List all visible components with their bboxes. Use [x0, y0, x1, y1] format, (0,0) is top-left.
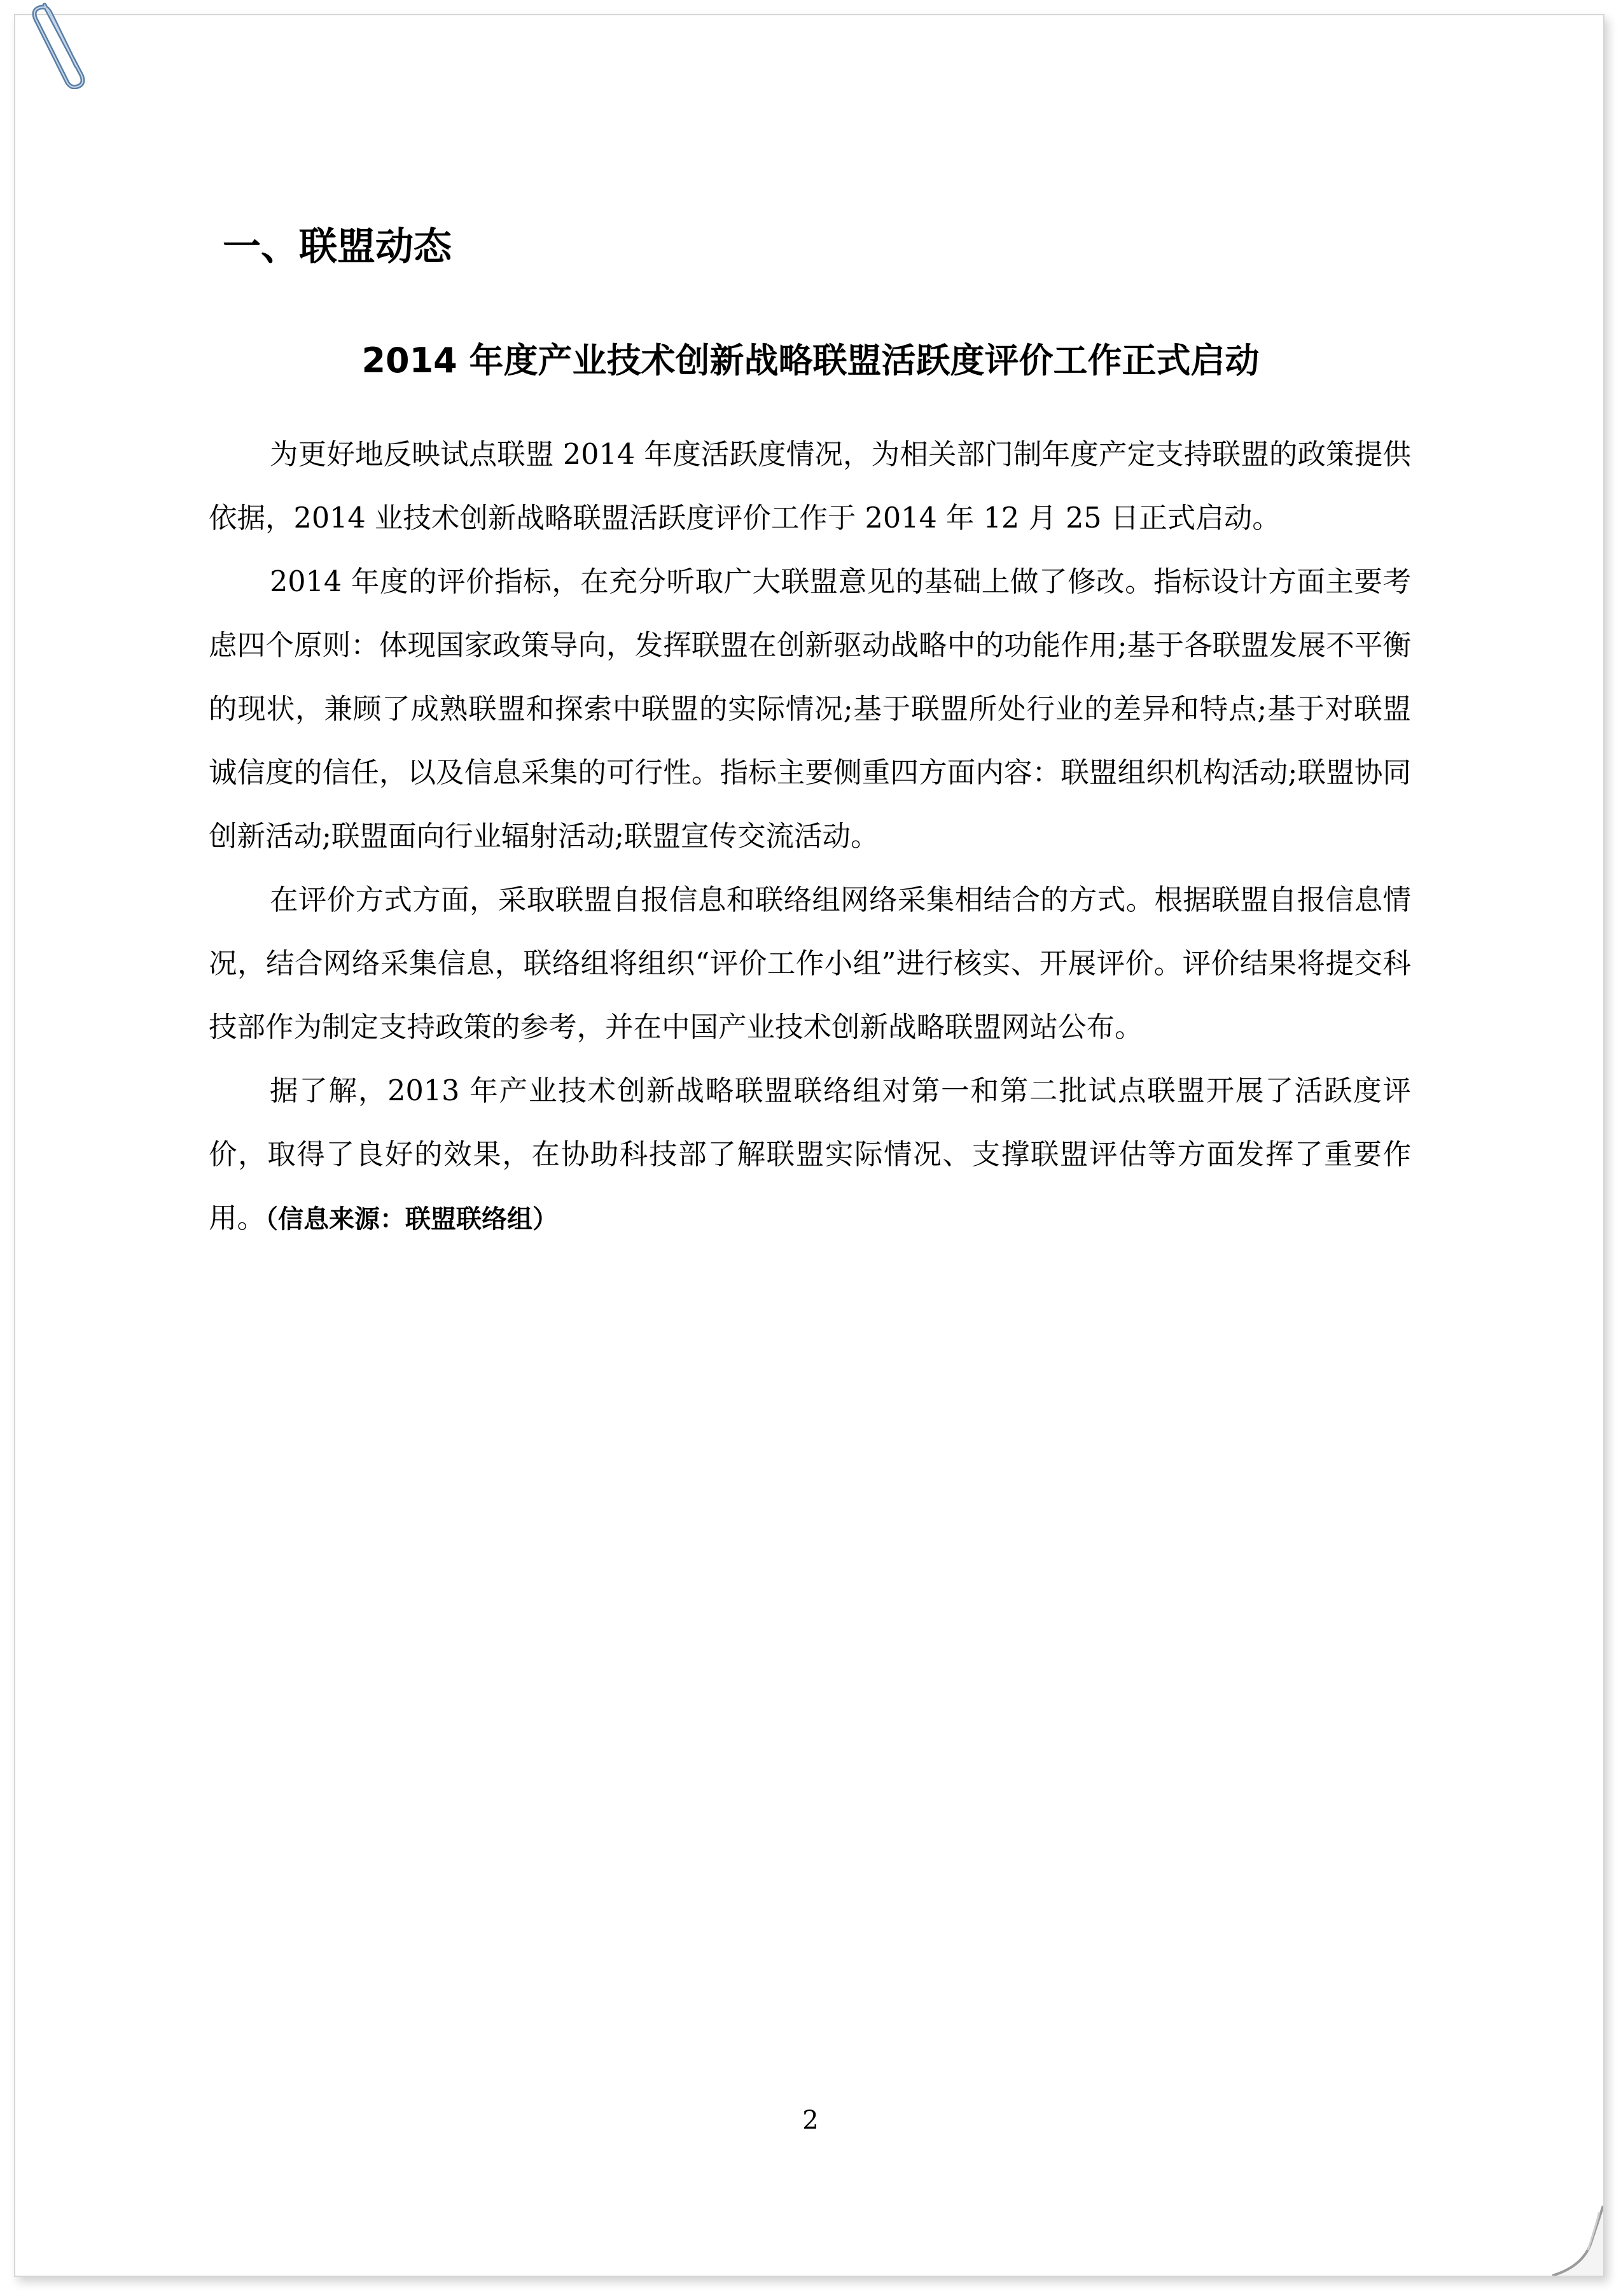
paragraph-4-text: 据了解，2013 年产业技术创新战略联盟联络组对第一和第二批试点联盟开展了活跃度评价，取得了良好的效果，在协助科技部了解联盟实际情况、支撑联盟评估等方面发挥了重要作用。: [209, 1075, 1411, 1235]
paragraph-3: 在评价方式方面，采取联盟自报信息和联络组网络采集相结合的方式。根据联盟自报信息情况，结合网络采集信息，联络组将组织“评价工作小组”进行核实、开展评价。评价结果将提交科技部作为制定支持政策的参考，并在中国产业技术创新战略联盟网站公布。: [209, 884, 1411, 1044]
article-body: [209, 423, 1411, 1251]
paragraph-1: 为更好地反映试点联盟 2014 年度活跃度情况，为相关部门制年度产定支持联盟的政策提供依据，2014 业技术创新战略联盟活跃度评价工作于 2014 年 12 月 25 日正式启动。: [209, 438, 1411, 535]
paragraph-2: 2014 年度的评价指标，在充分听取广大联盟意见的基础上做了修改。指标设计方面主要考虑四个原则：体现国家政策导向，发挥联盟在创新驱动战略中的功能作用;基于各联盟发展不平衡的现状，兼顾了成熟联盟和探索中联盟的实际情况;基于联盟所处行业的差异和特点;基于对联盟诚信度的信任，以及信息采集的可行性。指标主要侧重四方面内容：联盟组织机构活动;联盟协同创新活动;联盟面向行业辐射活动;联盟宣传交流活动。: [209, 566, 1411, 853]
page-number: 2: [802, 2106, 819, 2135]
source-note: （信息来源：联盟联络组）: [265, 1205, 559, 1234]
paragraph-4: [209, 1060, 1411, 1251]
section-heading: 一、联盟动态: [223, 225, 452, 269]
article-title: 2014 年度产业技术创新战略联盟活跃度评价工作正式启动: [361, 340, 1260, 381]
paperclip-icon: [25, 0, 89, 89]
page-curl-icon: [1552, 2206, 1603, 2276]
